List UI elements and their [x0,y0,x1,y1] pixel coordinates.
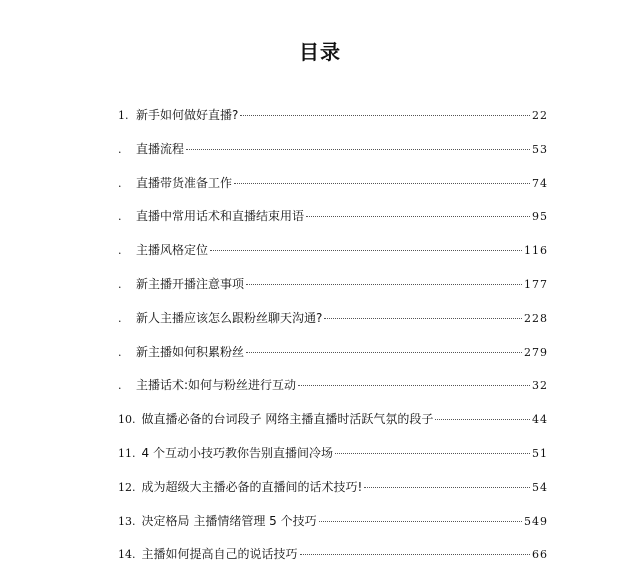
toc-entry-number: . [118,311,122,325]
toc-entry-page: 53 [532,142,548,156]
toc-entry-page: 32 [532,379,548,393]
toc-list [118,106,548,579]
toc-entry [118,241,548,275]
toc-entry-title: 成为超级大主播必备的直播间的话术技巧! [141,479,363,494]
toc-entry [118,478,548,512]
toc-entry [118,343,548,377]
toc-entry-number: . [118,210,122,224]
toc-entry-title: 4 个互动小技巧教你告别直播间冷场 [141,445,333,460]
toc-entry-number: 1. [118,109,129,122]
toc-leader-dots [210,250,522,251]
toc-leader-dots [435,419,530,420]
toc-leader-dots [246,284,522,285]
toc-entry-title: 主播话术:如何与粉丝进行互动 [136,378,297,393]
toc-entry-title: 新手如何做好直播? [136,108,239,122]
toc-entry-number: 13. [118,514,136,528]
toc-entry-title: 决定格局 主播情绪管理 5 个技巧 [141,513,317,528]
toc-entry-title: 直播流程 [136,141,185,156]
toc-entry [118,410,548,444]
toc-leader-dots [335,453,530,454]
toc-entry-page: 51 [532,446,548,460]
toc-entry [118,512,548,546]
toc-entry [118,309,548,343]
toc-entry [118,106,548,140]
toc-entry-page: 279 [524,345,548,359]
toc-leader-dots [246,352,522,353]
toc-entry-page: 44 [532,413,548,427]
toc-entry-page: 177 [524,277,548,291]
toc-entry-number: 12. [118,480,136,494]
toc-entry-page: 228 [524,311,548,325]
toc-entry-title: 直播带货准备工作 [136,175,233,190]
toc-entry-page: 116 [524,244,548,258]
toc-leader-dots [234,183,530,184]
toc-entry-page: 54 [532,480,548,494]
toc-entry-title: 做直播必备的台词段子 网络主播直播时活跃气氛的段子 [141,412,434,427]
toc-entry-page: 74 [532,176,548,190]
toc-entry-page: 66 [532,548,548,562]
toc-entry-number: . [118,176,122,190]
toc-entry [118,140,548,174]
toc-entry-number: . [118,142,122,156]
toc-entry [118,275,548,309]
toc-leader-dots [300,554,530,555]
toc-entry [118,444,548,478]
toc-entry-title: 新人主播应该怎么跟粉丝聊天沟通? [136,310,323,325]
toc-entry-number: . [118,345,122,359]
toc-entry-number: 11. [118,446,136,460]
toc-entry [118,376,548,410]
toc-leader-dots [306,216,530,217]
toc-leader-dots [319,521,522,522]
toc-entry-number: 10. [118,413,136,427]
toc-entry [118,174,548,208]
toc-leader-dots [324,318,522,319]
toc-entry [118,545,548,579]
toc-entry [118,207,548,241]
toc-entry-title: 主播如何提高自己的说话技巧 [141,547,298,562]
toc-entry-page: 22 [532,109,548,122]
toc-leader-dots [364,487,530,488]
toc-entry-title: 新主播开播注意事项 [136,276,245,291]
toc-entry-number: . [118,277,122,291]
toc-entry-title: 主播风格定位 [136,243,209,258]
toc-entry-number: . [118,244,122,258]
toc-entry-number: . [118,379,122,393]
toc-entry-page: 95 [532,210,548,224]
toc-title: 目录 [299,40,341,64]
toc-leader-dots [240,115,530,116]
toc-entry-title: 新主播如何积累粉丝 [136,344,245,359]
toc-entry-number: 14. [118,548,136,562]
toc-leader-dots [186,149,530,150]
toc-entry-page: 549 [524,514,548,528]
toc-leader-dots [298,385,530,386]
toc-entry-title: 直播中常用话术和直播结束用语 [136,209,305,224]
